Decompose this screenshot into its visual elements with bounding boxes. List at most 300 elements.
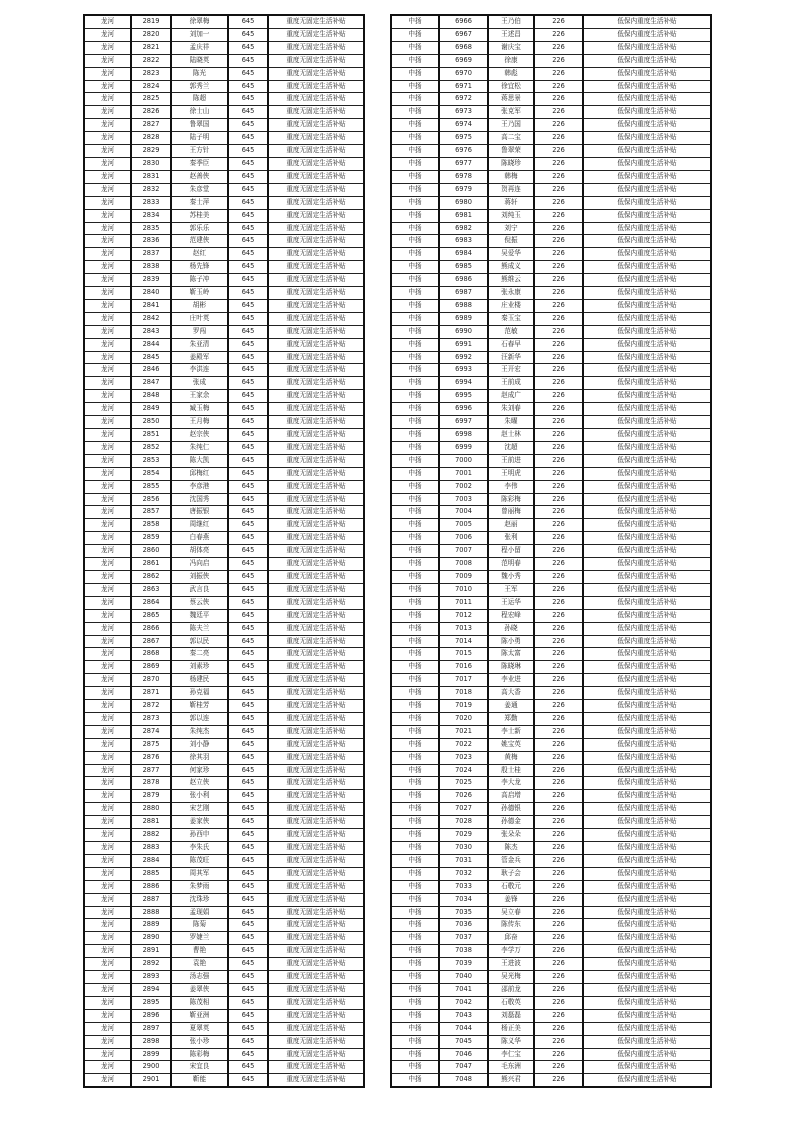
serial-number-cell: 2880 [131,803,171,816]
region-cell: 中扬 [391,829,439,842]
amount-cell: 226 [534,54,583,67]
serial-number-cell: 6996 [439,403,488,416]
name-cell: 姜翠侠 [171,983,228,996]
region-cell: 中扬 [391,893,439,906]
amount-cell: 645 [228,54,268,67]
table-row [391,971,711,984]
serial-number-cell: 2853 [131,454,171,467]
table-row [391,596,711,609]
subsidy-type-cell: 低保内重度生活补贴 [583,764,711,777]
amount-cell: 645 [228,687,268,700]
region-cell: 中扬 [391,932,439,945]
table-row [391,893,711,906]
name-cell: 陈大凯 [171,454,228,467]
name-cell: 石敬元 [488,880,534,893]
region-cell: 中扬 [391,816,439,829]
region-cell: 龙河 [84,945,131,958]
region-cell: 龙河 [84,480,131,493]
name-cell: 袁艳 [171,958,228,971]
region-cell: 中扬 [391,54,439,67]
serial-number-cell: 7011 [439,596,488,609]
name-cell: 王开宏 [488,364,534,377]
table-row [391,287,711,300]
region-cell: 中扬 [391,854,439,867]
amount-cell: 226 [534,209,583,222]
amount-cell: 226 [534,996,583,1009]
subsidy-type-cell: 重度无固定生活补贴 [268,971,364,984]
serial-number-cell: 2901 [131,1074,171,1087]
subsidy-type-cell: 低保内重度生活补贴 [583,532,711,545]
serial-number-cell: 2896 [131,1009,171,1022]
serial-number-cell: 7006 [439,532,488,545]
serial-number-cell: 7043 [439,1009,488,1022]
serial-number-cell: 7029 [439,829,488,842]
region-cell: 中扬 [391,570,439,583]
subsidy-type-cell: 低保内重度生活补贴 [583,441,711,454]
region-cell: 中扬 [391,325,439,338]
subsidy-type-cell: 重度无固定生活补贴 [268,506,364,519]
serial-number-cell: 2837 [131,248,171,261]
table-row [391,945,711,958]
serial-number-cell: 7023 [439,751,488,764]
serial-number-cell: 7042 [439,996,488,1009]
region-cell: 龙河 [84,996,131,1009]
subsidy-type-cell: 低保内重度生活补贴 [583,1022,711,1035]
amount-cell: 226 [534,454,583,467]
name-cell: 郭秀兰 [171,80,228,93]
name-cell: 罗婕兰 [171,932,228,945]
name-cell: 姜锋 [488,893,534,906]
amount-cell: 645 [228,751,268,764]
name-cell: 沈珠珍 [171,893,228,906]
amount-cell: 226 [534,429,583,442]
table-row [391,493,711,506]
subsidy-type-cell: 低保内重度生活补贴 [583,790,711,803]
region-cell: 龙河 [84,209,131,222]
table-row [84,790,364,803]
name-cell: 高大香 [488,687,534,700]
name-cell: 胡彬 [171,299,228,312]
serial-number-cell: 2844 [131,338,171,351]
serial-number-cell: 7046 [439,1048,488,1061]
region-cell: 中扬 [391,209,439,222]
table-row [84,996,364,1009]
region-cell: 中扬 [391,287,439,300]
table-row [84,661,364,674]
region-cell: 中扬 [391,351,439,364]
region-cell: 龙河 [84,829,131,842]
name-cell: 刘小静 [171,738,228,751]
serial-number-cell: 2820 [131,28,171,41]
amount-cell: 645 [228,145,268,158]
subsidy-type-cell: 低保内重度生活补贴 [583,661,711,674]
name-cell: 王前成 [488,377,534,390]
table-row [391,299,711,312]
serial-number-cell: 2894 [131,983,171,996]
name-cell: 黄梅 [488,751,534,764]
serial-number-cell: 7034 [439,893,488,906]
name-cell: 冯向启 [171,558,228,571]
name-cell: 熊成义 [488,261,534,274]
region-cell: 龙河 [84,454,131,467]
table-row [391,712,711,725]
subsidy-type-cell: 低保内重度生活补贴 [583,635,711,648]
region-cell: 龙河 [84,41,131,54]
serial-number-cell: 2886 [131,880,171,893]
region-cell: 龙河 [84,351,131,364]
amount-cell: 645 [228,235,268,248]
serial-number-cell: 2849 [131,403,171,416]
name-cell: 王方针 [171,145,228,158]
table-row [84,893,364,906]
subsidy-type-cell: 重度无固定生活补贴 [268,403,364,416]
name-cell: 王前进 [488,454,534,467]
name-cell: 朱刘春 [488,403,534,416]
subsidy-type-cell: 重度无固定生活补贴 [268,545,364,558]
subsidy-type-cell: 重度无固定生活补贴 [268,261,364,274]
name-cell: 王乃国 [488,119,534,132]
amount-cell: 645 [228,429,268,442]
serial-number-cell: 2828 [131,132,171,145]
amount-cell: 226 [534,854,583,867]
table-row [391,661,711,674]
name-cell: 姜殿军 [171,351,228,364]
serial-number-cell: 6998 [439,429,488,442]
name-cell: 秦玉宝 [488,312,534,325]
subsidy-type-cell: 重度无固定生活补贴 [268,945,364,958]
region-cell: 龙河 [84,751,131,764]
region-cell: 中扬 [391,132,439,145]
table-row [391,93,711,106]
subsidy-type-cell: 低保内重度生活补贴 [583,261,711,274]
subsidy-type-cell: 低保内重度生活补贴 [583,15,711,28]
amount-cell: 645 [228,1009,268,1022]
name-cell: 王述昌 [488,28,534,41]
amount-cell: 645 [228,15,268,28]
amount-cell: 645 [228,299,268,312]
name-cell: 张朵朵 [488,829,534,842]
name-cell: 孟现娟 [171,906,228,919]
table-row [391,67,711,80]
subsidy-type-cell: 低保内重度生活补贴 [583,751,711,764]
region-cell: 中扬 [391,274,439,287]
region-cell: 中扬 [391,119,439,132]
table-row [84,416,364,429]
region-cell: 龙河 [84,790,131,803]
serial-number-cell: 6974 [439,119,488,132]
name-cell: 范敏 [488,325,534,338]
amount-cell: 645 [228,816,268,829]
serial-number-cell: 2865 [131,609,171,622]
amount-cell: 645 [228,454,268,467]
amount-cell: 645 [228,506,268,519]
serial-number-cell: 7044 [439,1022,488,1035]
region-cell: 中扬 [391,1048,439,1061]
name-cell: 曹艳 [171,945,228,958]
subsidy-type-cell: 重度无固定生活补贴 [268,248,364,261]
table-row [84,364,364,377]
amount-cell: 226 [534,403,583,416]
subsidy-type-cell: 重度无固定生活补贴 [268,674,364,687]
amount-cell: 226 [534,416,583,429]
serial-number-cell: 6999 [439,441,488,454]
table-row [391,28,711,41]
subsidy-type-cell: 低保内重度生活补贴 [583,700,711,713]
region-cell: 龙河 [84,725,131,738]
table-row [84,532,364,545]
name-cell: 朱梦雨 [171,880,228,893]
region-cell: 中扬 [391,945,439,958]
subsidy-type-cell: 低保内重度生活补贴 [583,738,711,751]
table-row [84,738,364,751]
region-cell: 中扬 [391,880,439,893]
region-cell: 中扬 [391,661,439,674]
name-cell: 蒋思景 [488,93,534,106]
name-cell: 宋宜良 [171,1061,228,1074]
serial-number-cell: 7012 [439,609,488,622]
region-cell: 中扬 [391,312,439,325]
subsidy-type-cell: 低保内重度生活补贴 [583,28,711,41]
subsidy-type-cell: 重度无固定生活补贴 [268,777,364,790]
name-cell: 汤志强 [171,971,228,984]
amount-cell: 226 [534,803,583,816]
subsidy-type-cell: 重度无固定生活补贴 [268,1074,364,1087]
serial-number-cell: 2830 [131,157,171,170]
table-row [391,454,711,467]
serial-number-cell: 2859 [131,532,171,545]
subsidy-type-cell: 低保内重度生活补贴 [583,1009,711,1022]
table-row [391,41,711,54]
amount-cell: 226 [534,28,583,41]
table-row [84,235,364,248]
table-row [84,390,364,403]
subsidy-type-cell: 低保内重度生活补贴 [583,222,711,235]
name-cell: 耿子会 [488,867,534,880]
left-subsidy-table [83,14,365,1088]
region-cell: 龙河 [84,493,131,506]
serial-number-cell: 2825 [131,93,171,106]
table-row [84,299,364,312]
amount-cell: 645 [228,893,268,906]
name-cell: 赵士林 [488,429,534,442]
serial-number-cell: 2856 [131,493,171,506]
amount-cell: 645 [228,532,268,545]
amount-cell: 226 [534,983,583,996]
region-cell: 中扬 [391,454,439,467]
region-cell: 龙河 [84,106,131,119]
subsidy-type-cell: 低保内重度生活补贴 [583,274,711,287]
name-cell: 张成 [171,377,228,390]
region-cell: 中扬 [391,777,439,790]
serial-number-cell: 2824 [131,80,171,93]
name-cell: 靳玉岭 [171,287,228,300]
table-row [84,54,364,67]
name-cell: 罗闯 [171,325,228,338]
region-cell: 龙河 [84,932,131,945]
name-cell: 程宏峰 [488,609,534,622]
subsidy-type-cell: 重度无固定生活补贴 [268,41,364,54]
subsidy-type-cell: 重度无固定生活补贴 [268,429,364,442]
subsidy-type-cell: 低保内重度生活补贴 [583,996,711,1009]
name-cell: 刘磊磊 [488,1009,534,1022]
amount-cell: 645 [228,842,268,855]
region-cell: 龙河 [84,558,131,571]
region-cell: 龙河 [84,519,131,532]
subsidy-type-cell: 低保内重度生活补贴 [583,829,711,842]
amount-cell: 645 [228,725,268,738]
name-cell: 赵丽 [488,519,534,532]
region-cell: 龙河 [84,661,131,674]
amount-cell: 645 [228,441,268,454]
subsidy-type-cell: 低保内重度生活补贴 [583,390,711,403]
region-cell: 中扬 [391,996,439,1009]
region-cell: 龙河 [84,325,131,338]
table-row [84,983,364,996]
amount-cell: 226 [534,609,583,622]
table-row [391,196,711,209]
amount-cell: 226 [534,157,583,170]
amount-cell: 645 [228,467,268,480]
subsidy-type-cell: 重度无固定生活补贴 [268,15,364,28]
serial-number-cell: 6973 [439,106,488,119]
region-cell: 中扬 [391,364,439,377]
name-cell: 刘纯玉 [488,209,534,222]
region-cell: 中扬 [391,157,439,170]
table-row [84,1035,364,1048]
amount-cell: 645 [228,364,268,377]
subsidy-type-cell: 重度无固定生活补贴 [268,803,364,816]
region-cell: 龙河 [84,429,131,442]
name-cell: 武言良 [171,583,228,596]
table-row [84,248,364,261]
subsidy-type-cell: 低保内重度生活补贴 [583,570,711,583]
table-row [84,93,364,106]
amount-cell: 226 [534,441,583,454]
name-cell: 熊维云 [488,274,534,287]
serial-number-cell: 7014 [439,635,488,648]
amount-cell: 226 [534,312,583,325]
serial-number-cell: 6997 [439,416,488,429]
amount-cell: 226 [534,80,583,93]
amount-cell: 645 [228,622,268,635]
table-row [84,157,364,170]
amount-cell: 645 [228,80,268,93]
region-cell: 龙河 [84,893,131,906]
name-cell: 沈超 [488,441,534,454]
table-row [84,635,364,648]
region-cell: 中扬 [391,738,439,751]
subsidy-type-cell: 重度无固定生活补贴 [268,183,364,196]
region-cell: 龙河 [84,570,131,583]
serial-number-cell: 6979 [439,183,488,196]
subsidy-type-cell: 低保内重度生活补贴 [583,377,711,390]
region-cell: 龙河 [84,403,131,416]
subsidy-type-cell: 低保内重度生活补贴 [583,119,711,132]
serial-number-cell: 6992 [439,351,488,364]
subsidy-type-cell: 低保内重度生活补贴 [583,235,711,248]
table-row [391,506,711,519]
name-cell: 陈晓琳 [488,661,534,674]
table-row [391,467,711,480]
region-cell: 中扬 [391,467,439,480]
region-cell: 龙河 [84,15,131,28]
name-cell: 陈子冲 [171,274,228,287]
name-cell: 李伟 [488,480,534,493]
name-cell: 姚宝英 [488,738,534,751]
subsidy-type-cell: 低保内重度生活补贴 [583,93,711,106]
subsidy-type-cell: 重度无固定生活补贴 [268,28,364,41]
name-cell: 朱纯仁 [171,441,228,454]
table-row [84,1022,364,1035]
table-row [84,932,364,945]
subsidy-type-cell: 重度无固定生活补贴 [268,558,364,571]
amount-cell: 645 [228,132,268,145]
amount-cell: 645 [228,67,268,80]
amount-cell: 226 [534,712,583,725]
amount-cell: 226 [534,932,583,945]
region-cell: 龙河 [84,1061,131,1074]
region-cell: 中扬 [391,196,439,209]
subsidy-type-cell: 重度无固定生活补贴 [268,816,364,829]
amount-cell: 645 [228,1061,268,1074]
region-cell: 龙河 [84,119,131,132]
region-cell: 龙河 [84,583,131,596]
region-cell: 中扬 [391,583,439,596]
subsidy-type-cell: 低保内重度生活补贴 [583,712,711,725]
amount-cell: 645 [228,261,268,274]
amount-cell: 645 [228,312,268,325]
amount-cell: 226 [534,751,583,764]
subsidy-type-cell: 重度无固定生活补贴 [268,170,364,183]
name-cell: 殷士桂 [488,764,534,777]
region-cell: 中扬 [391,622,439,635]
region-cell: 中扬 [391,1074,439,1087]
name-cell: 邱梅红 [171,467,228,480]
amount-cell: 226 [534,583,583,596]
serial-number-cell: 7008 [439,558,488,571]
region-cell: 中扬 [391,596,439,609]
name-cell: 韩彪 [488,67,534,80]
amount-cell: 645 [228,248,268,261]
table-row [84,906,364,919]
serial-number-cell: 7041 [439,983,488,996]
amount-cell: 226 [534,106,583,119]
table-row [84,183,364,196]
table-row [84,674,364,687]
serial-number-cell: 7027 [439,803,488,816]
region-cell: 龙河 [84,132,131,145]
amount-cell: 645 [228,596,268,609]
amount-cell: 645 [228,1074,268,1087]
amount-cell: 645 [228,867,268,880]
name-cell: 夏翠英 [171,1022,228,1035]
table-row [391,15,711,28]
subsidy-type-cell: 重度无固定生活补贴 [268,583,364,596]
serial-number-cell: 2838 [131,261,171,274]
serial-number-cell: 2884 [131,854,171,867]
table-row [84,222,364,235]
name-cell: 陈义华 [488,1035,534,1048]
name-cell: 李洪连 [171,364,228,377]
amount-cell: 226 [534,971,583,984]
amount-cell: 226 [534,132,583,145]
table-row [84,480,364,493]
name-cell: 陈太富 [488,648,534,661]
region-cell: 中扬 [391,725,439,738]
table-row [391,1061,711,1074]
table-row [84,842,364,855]
table-row [84,700,364,713]
